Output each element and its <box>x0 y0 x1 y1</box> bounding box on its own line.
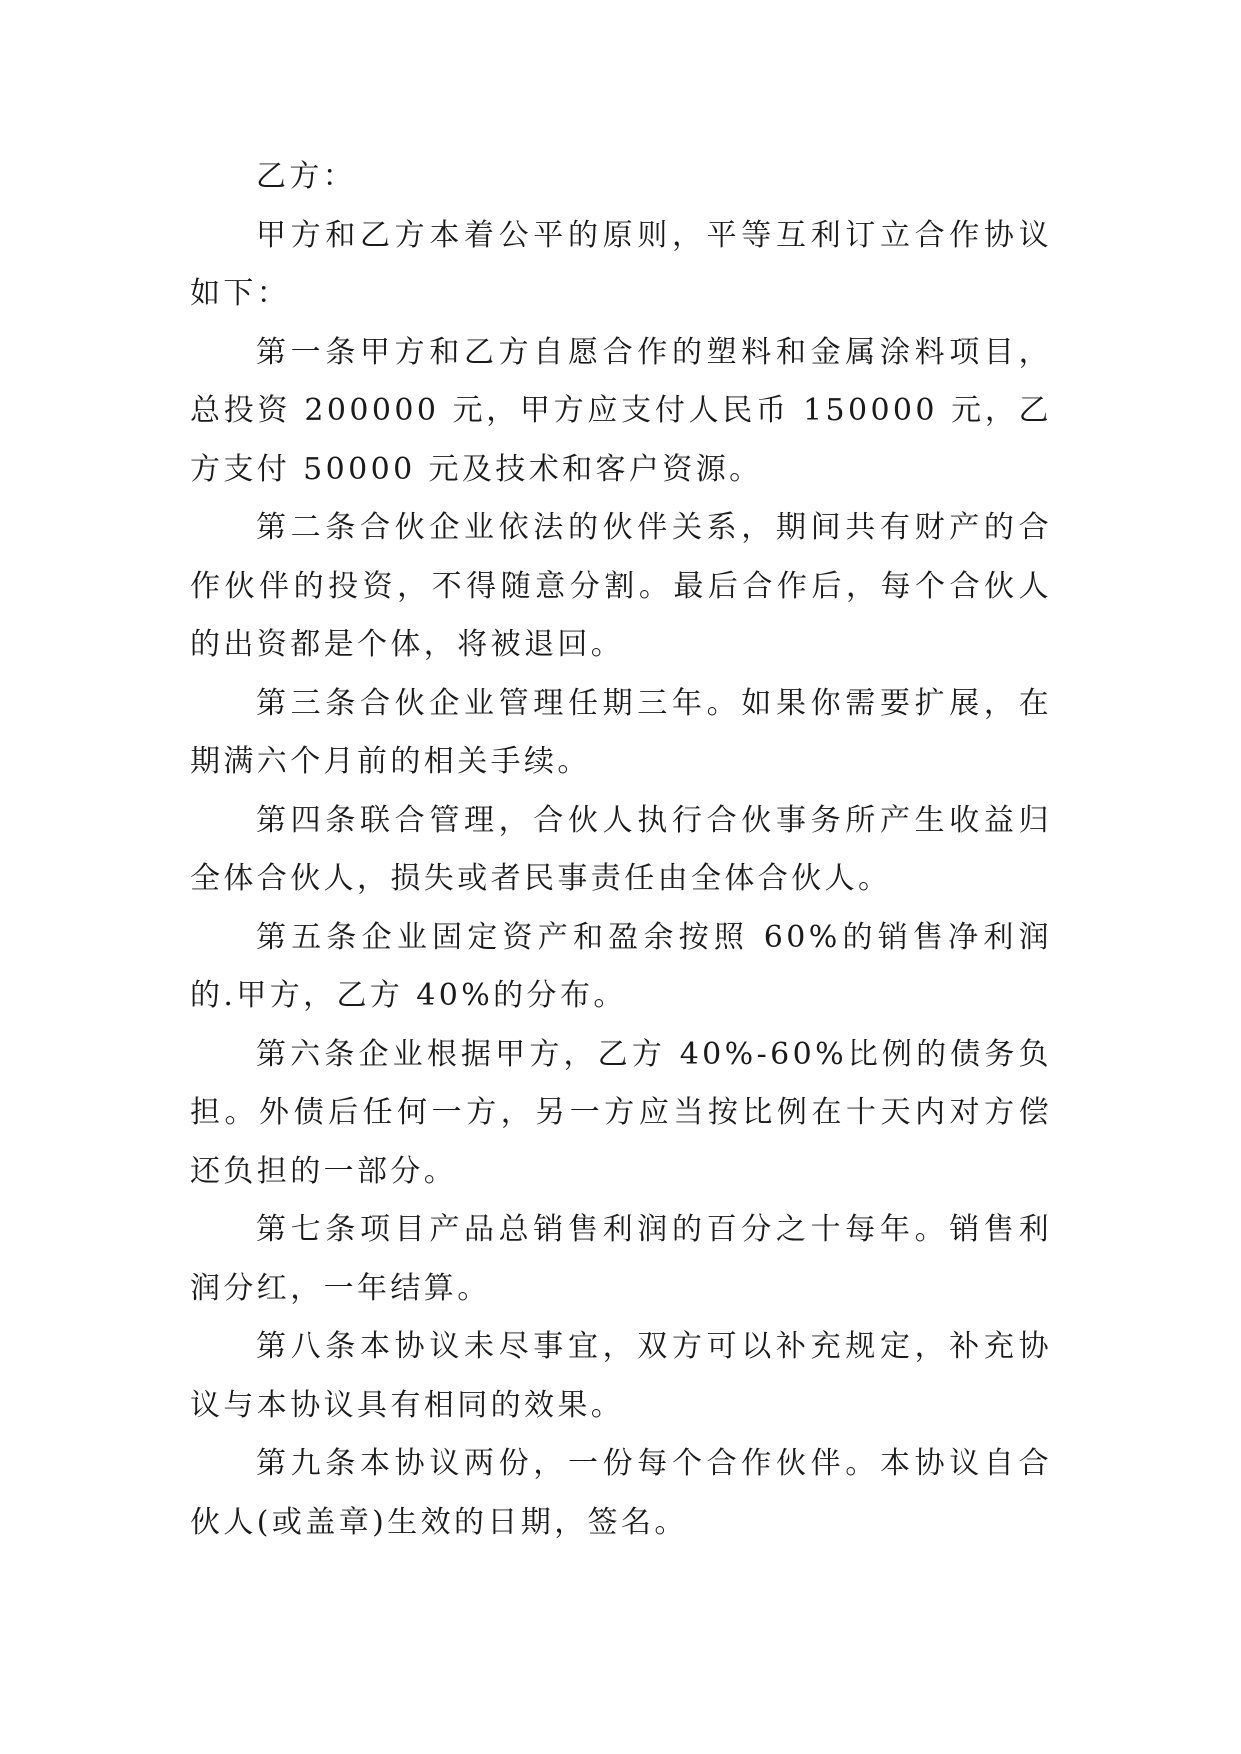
article-8-paragraph: 第八条本协议未尽事宜，双方可以补充规定，补充协议与本协议具有相同的效果。 <box>190 1329 1052 1423</box>
party-b-line: 乙方： <box>256 159 357 194</box>
preamble-paragraph: 甲方和乙方本着公平的原则，平等互利订立合作协议如下： <box>190 217 1052 311</box>
article-3-paragraph: 第三条合伙企业管理任期三年。如果你需要扩展，在期满六个月前的相关手续。 <box>190 685 1052 779</box>
article-5-paragraph: 第五条企业固定资产和盈余按照 60%的销售净利润的.甲方，乙方 40%的分布。 <box>190 919 1052 1013</box>
article-4-paragraph: 第四条联合管理，合伙人执行合伙事务所产生收益归全体合伙人，损失或者民事责任由全体合伙人。 <box>190 802 1052 896</box>
article-1-paragraph: 第一条甲方和乙方自愿合作的塑料和金属涂料项目，总投资 200000 元，甲方应支付人民币 150000 元，乙方支付 50000 元及技术和客户资源。 <box>190 334 1052 487</box>
article-2-paragraph: 第二条合伙企业依法的伙伴关系，期间共有财产的合作伙伴的投资，不得随意分割。最后合作后，每个合伙人的出资都是个体，将被退回。 <box>190 510 1052 662</box>
document-body <box>190 148 1052 1552</box>
article-6-paragraph: 第六条企业根据甲方，乙方 40%-60%比例的债务负担。外债后任何一方，另一方应当按比例在十天内对方偿还负担的一部分。 <box>190 1036 1052 1189</box>
article-9-paragraph: 第九条本协议两份，一份每个合作伙伴。本协议自合伙人(或盖章)生效的日期，签名。 <box>190 1446 1052 1540</box>
article-7-paragraph: 第七条项目产品总销售利润的百分之十每年。销售利润分红，一年结算。 <box>190 1212 1052 1306</box>
